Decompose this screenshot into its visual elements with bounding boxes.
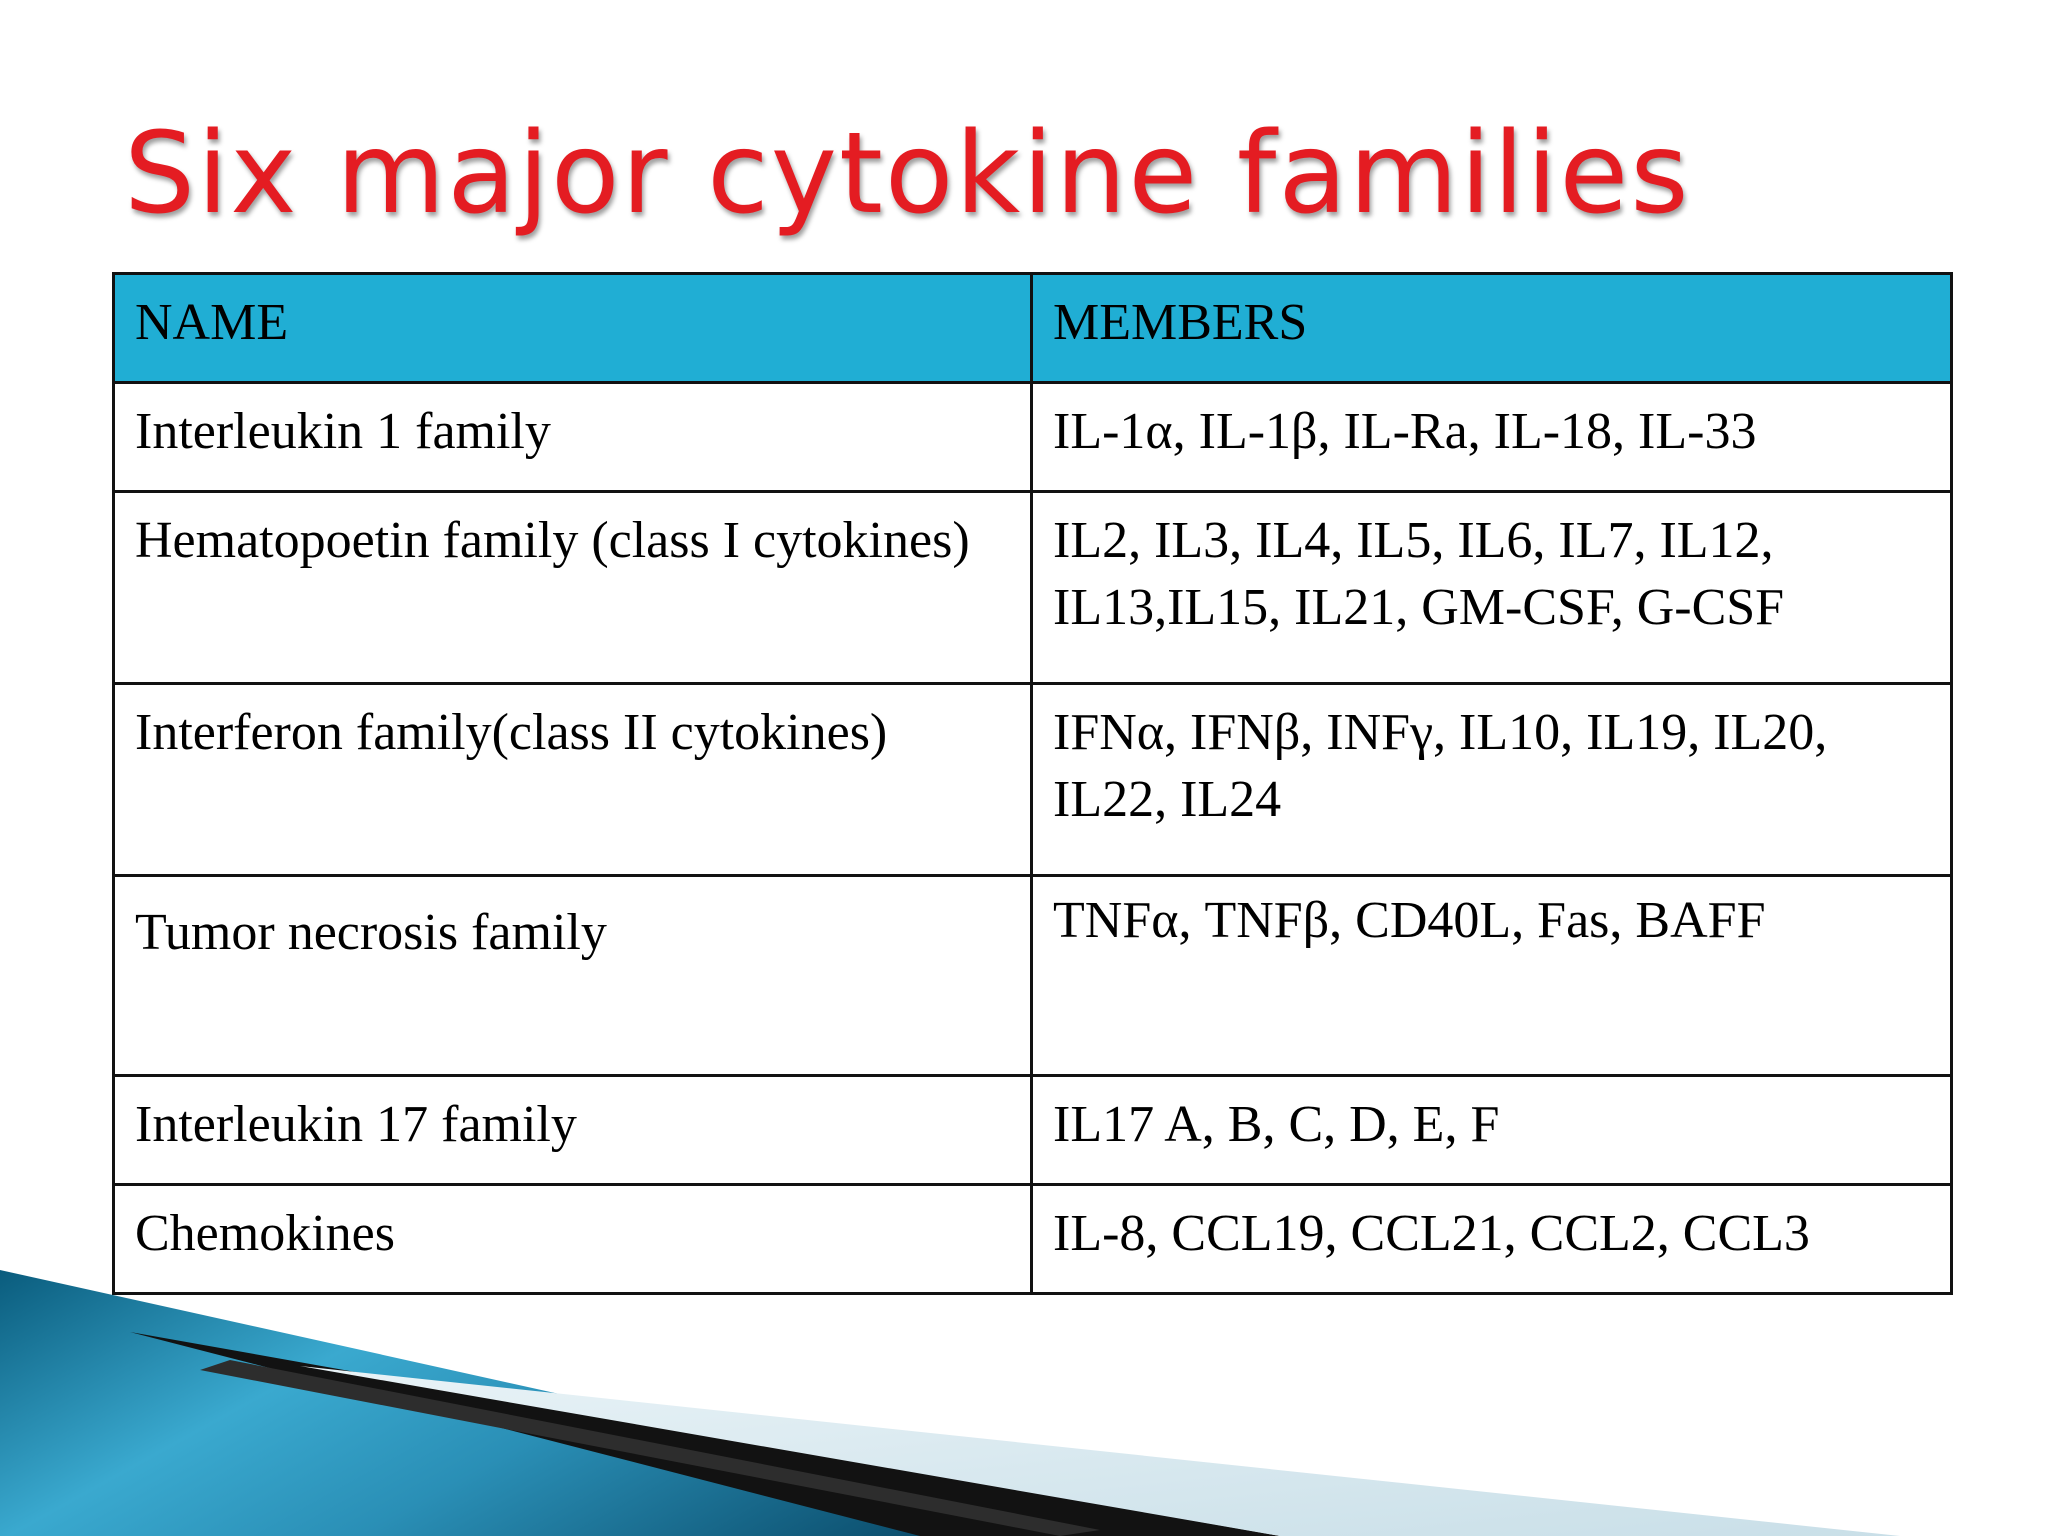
family-members-cell: IL17 A, B, C, D, E, F: [1032, 1076, 1952, 1185]
table-row: [114, 684, 1952, 876]
header-name: NAME: [114, 274, 1032, 383]
family-name-cell: Tumor necrosis family: [114, 876, 1032, 1076]
family-name-cell: Chemokines: [114, 1185, 1032, 1294]
family-name-cell: Hematopoetin family (class I cytokines): [114, 492, 1032, 684]
family-members-cell: IL2, IL3, IL4, IL5, IL6, IL7, IL12, IL13,IL15, IL21, GM-CSF, G-CSF: [1032, 492, 1952, 684]
family-members-cell: TNFα, TNFβ, CD40L, Fas, BAFF: [1032, 876, 1952, 1076]
family-name-cell: Interleukin 17 family: [114, 1076, 1032, 1185]
family-name-cell: Interferon family(class II cytokines): [114, 684, 1032, 876]
slide-title: Six major cytokine families: [124, 109, 1691, 239]
family-name-cell: Interleukin 1 family: [114, 383, 1032, 492]
cytokine-families-table: [112, 272, 1953, 1295]
header-members: MEMBERS: [1032, 274, 1952, 383]
family-members-cell: IL-8, CCL19, CCL21, CCL2, CCL3: [1032, 1185, 1952, 1294]
table-row: [114, 383, 1952, 492]
family-members-cell: IL-1α, IL-1β, IL-Ra, IL-18, IL-33: [1032, 383, 1952, 492]
table-row: [114, 876, 1952, 1076]
table-row: [114, 1076, 1952, 1185]
decorative-swoosh: [0, 1270, 2048, 1536]
table-row: [114, 492, 1952, 684]
family-members-cell: IFNα, IFNβ, INFγ, IL10, IL19, IL20, IL22, IL24: [1032, 684, 1952, 876]
table-header-row: [114, 274, 1952, 383]
